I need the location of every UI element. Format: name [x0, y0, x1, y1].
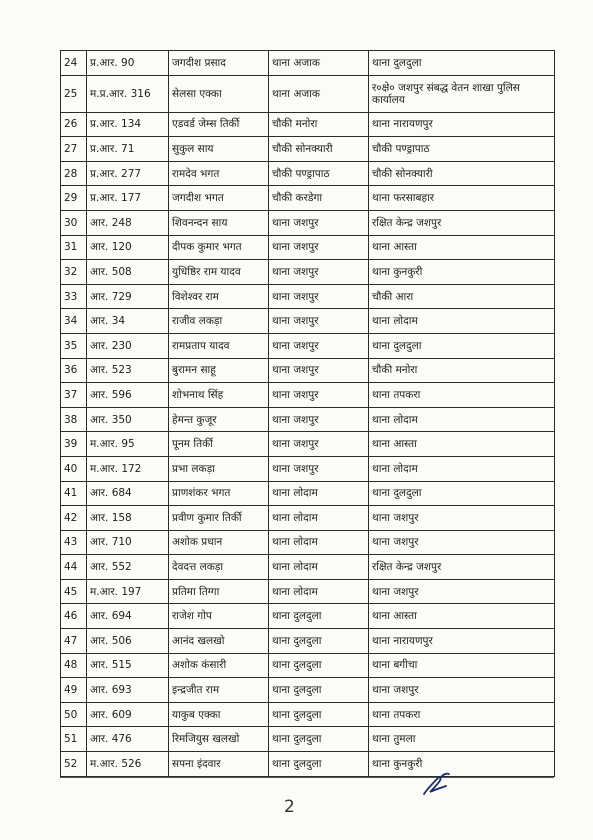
to-post-cell: चौकी मनोरा — [369, 358, 555, 383]
serial-cell: 38 — [61, 407, 87, 432]
table-row — [61, 702, 555, 727]
table-row — [61, 51, 555, 76]
serial-cell: 31 — [61, 235, 87, 260]
rank-number-cell: प्र.आर. 134 — [87, 112, 169, 137]
name-cell: रिमजियुस खलखो — [169, 727, 269, 752]
transfer-table-body — [61, 51, 555, 777]
table-row — [61, 284, 555, 309]
name-cell: सेलसा एक्का — [169, 75, 269, 112]
name-cell: इन्द्रजीत राम — [169, 678, 269, 703]
name-cell: राजीव लकड़ा — [169, 309, 269, 334]
to-post-cell: चौकी आरा — [369, 284, 555, 309]
to-post-cell: थाना दुलदुला — [369, 481, 555, 506]
to-post-cell: थाना दुलदुला — [369, 51, 555, 76]
rank-number-cell: आर. 350 — [87, 407, 169, 432]
from-post-cell: चौकी मनोरा — [269, 112, 369, 137]
table-row — [61, 579, 555, 604]
to-post-cell: थाना लोदाम — [369, 456, 555, 481]
to-post-cell: थाना आस्ता — [369, 604, 555, 629]
to-post-cell: थाना कुनकुरी — [369, 752, 555, 777]
rank-number-cell: आर. 506 — [87, 629, 169, 654]
to-post-cell: थाना दुलदुला — [369, 333, 555, 358]
serial-cell: 26 — [61, 112, 87, 137]
to-post-cell: थाना नारायणपुर — [369, 112, 555, 137]
table-row — [61, 456, 555, 481]
serial-cell: 42 — [61, 506, 87, 531]
name-cell: अशोक प्रधान — [169, 530, 269, 555]
rank-number-cell: म.आर. 95 — [87, 432, 169, 457]
table-row — [61, 112, 555, 137]
from-post-cell: थाना दुलदुला — [269, 727, 369, 752]
serial-cell: 47 — [61, 629, 87, 654]
from-post-cell: थाना दुलदुला — [269, 752, 369, 777]
from-post-cell: थाना जशपुर — [269, 383, 369, 408]
to-post-cell: थाना आस्ता — [369, 432, 555, 457]
serial-cell: 44 — [61, 555, 87, 580]
to-post-cell: थाना फरसाबहार — [369, 186, 555, 211]
serial-cell: 50 — [61, 702, 87, 727]
serial-cell: 49 — [61, 678, 87, 703]
table-row — [61, 678, 555, 703]
rank-number-cell: आर. 120 — [87, 235, 169, 260]
from-post-cell: थाना जशपुर — [269, 358, 369, 383]
table-row — [61, 383, 555, 408]
name-cell: जगदीश प्रसाद — [169, 51, 269, 76]
to-post-cell: चौकी पण्ड्रापाठ — [369, 137, 555, 162]
to-post-cell: थाना जशपुर — [369, 678, 555, 703]
serial-cell: 30 — [61, 210, 87, 235]
table-row — [61, 629, 555, 654]
table-row — [61, 75, 555, 112]
from-post-cell: थाना अजाक — [269, 75, 369, 112]
to-post-cell: रक्षित केन्द्र जशपुर — [369, 210, 555, 235]
serial-cell: 39 — [61, 432, 87, 457]
rank-number-cell: आर. 552 — [87, 555, 169, 580]
table-row — [61, 137, 555, 162]
table-row — [61, 210, 555, 235]
serial-cell: 52 — [61, 752, 87, 777]
table-row — [61, 432, 555, 457]
from-post-cell: थाना जशपुर — [269, 432, 369, 457]
from-post-cell: थाना जशपुर — [269, 235, 369, 260]
name-cell: प्रतिमा तिग्गा — [169, 579, 269, 604]
from-post-cell: थाना जशपुर — [269, 333, 369, 358]
serial-cell: 29 — [61, 186, 87, 211]
from-post-cell: थाना जशपुर — [269, 260, 369, 285]
rank-number-cell: आर. 34 — [87, 309, 169, 334]
from-post-cell: थाना लोदाम — [269, 481, 369, 506]
table-row — [61, 161, 555, 186]
serial-cell: 32 — [61, 260, 87, 285]
rank-number-cell: आर. 694 — [87, 604, 169, 629]
to-post-cell: थाना नारायणपुर — [369, 629, 555, 654]
serial-cell: 27 — [61, 137, 87, 162]
rank-number-cell: आर. 158 — [87, 506, 169, 531]
rank-number-cell: आर. 710 — [87, 530, 169, 555]
table-row — [61, 653, 555, 678]
from-post-cell: थाना दुलदुला — [269, 653, 369, 678]
rank-number-cell: प्र.आर. 90 — [87, 51, 169, 76]
name-cell: प्रवीण कुमार तिर्की — [169, 506, 269, 531]
signature-mark — [420, 770, 454, 800]
name-cell: सपना इंदवार — [169, 752, 269, 777]
serial-cell: 28 — [61, 161, 87, 186]
name-cell: प्राणशंकर भगत — [169, 481, 269, 506]
to-post-cell: थाना तपकरा — [369, 702, 555, 727]
serial-cell: 34 — [61, 309, 87, 334]
rank-number-cell: आर. 476 — [87, 727, 169, 752]
name-cell: युधिष्ठिर राम यादव — [169, 260, 269, 285]
name-cell: याकुब एक्का — [169, 702, 269, 727]
serial-cell: 36 — [61, 358, 87, 383]
serial-cell: 37 — [61, 383, 87, 408]
table-row — [61, 260, 555, 285]
rank-number-cell: आर. 693 — [87, 678, 169, 703]
rank-number-cell: आर. 596 — [87, 383, 169, 408]
serial-cell: 48 — [61, 653, 87, 678]
name-cell: प्रभा लकड़ा — [169, 456, 269, 481]
from-post-cell: थाना दुलदुला — [269, 678, 369, 703]
name-cell: जगदीश भगत — [169, 186, 269, 211]
table-row — [61, 752, 555, 777]
name-cell: विशेश्वर राम — [169, 284, 269, 309]
to-post-cell: र०क्षे० जशपुर संबद्ध वेतन शाखा पुलिस कार्यालय — [369, 75, 555, 112]
serial-cell: 43 — [61, 530, 87, 555]
from-post-cell: थाना जशपुर — [269, 407, 369, 432]
rank-number-cell: म.आर. 197 — [87, 579, 169, 604]
rank-number-cell: आर. 684 — [87, 481, 169, 506]
table-row — [61, 481, 555, 506]
to-post-cell: रक्षित केन्द्र जशपुर — [369, 555, 555, 580]
from-post-cell: चौकी सोनक्यारी — [269, 137, 369, 162]
rank-number-cell: आर. 609 — [87, 702, 169, 727]
rank-number-cell: प्र.आर. 177 — [87, 186, 169, 211]
rank-number-cell: आर. 248 — [87, 210, 169, 235]
rank-number-cell: म.आर. 526 — [87, 752, 169, 777]
table-row — [61, 604, 555, 629]
name-cell: अशोक कंसारी — [169, 653, 269, 678]
to-post-cell: थाना बगीचा — [369, 653, 555, 678]
name-cell: रामदेव भगत — [169, 161, 269, 186]
name-cell: पूनम तिर्की — [169, 432, 269, 457]
from-post-cell: थाना जशपुर — [269, 456, 369, 481]
table-row — [61, 186, 555, 211]
from-post-cell: थाना दुलदुला — [269, 702, 369, 727]
table-row — [61, 309, 555, 334]
table-row — [61, 235, 555, 260]
serial-cell: 45 — [61, 579, 87, 604]
bottom-rule — [60, 777, 554, 778]
rank-number-cell: आर. 230 — [87, 333, 169, 358]
table-row — [61, 555, 555, 580]
name-cell: दीपक कुमार भगत — [169, 235, 269, 260]
name-cell: एडवर्ड जेम्स तिर्की — [169, 112, 269, 137]
to-post-cell: चौकी सोनक्यारी — [369, 161, 555, 186]
rank-number-cell: आर. 523 — [87, 358, 169, 383]
table-row — [61, 333, 555, 358]
to-post-cell: थाना कुनकुरी — [369, 260, 555, 285]
rank-number-cell: म.आर. 172 — [87, 456, 169, 481]
rank-number-cell: आर. 729 — [87, 284, 169, 309]
name-cell: राजेश गोप — [169, 604, 269, 629]
from-post-cell: थाना जशपुर — [269, 309, 369, 334]
table-row — [61, 506, 555, 531]
from-post-cell: थाना लोदाम — [269, 579, 369, 604]
name-cell: शिवनन्दन साय — [169, 210, 269, 235]
from-post-cell: थाना लोदाम — [269, 506, 369, 531]
table-row — [61, 358, 555, 383]
rank-number-cell: प्र.आर. 71 — [87, 137, 169, 162]
from-post-cell: थाना दुलदुला — [269, 629, 369, 654]
name-cell: आनंद खलखो — [169, 629, 269, 654]
table-row — [61, 407, 555, 432]
rank-number-cell: आर. 508 — [87, 260, 169, 285]
to-post-cell: थाना लोदाम — [369, 309, 555, 334]
serial-cell: 51 — [61, 727, 87, 752]
serial-cell: 41 — [61, 481, 87, 506]
rank-number-cell: आर. 515 — [87, 653, 169, 678]
name-cell: देवदत्त लकड़ा — [169, 555, 269, 580]
transfer-table — [60, 50, 555, 777]
from-post-cell: थाना दुलदुला — [269, 604, 369, 629]
serial-cell: 24 — [61, 51, 87, 76]
serial-cell: 40 — [61, 456, 87, 481]
to-post-cell: थाना लोदाम — [369, 407, 555, 432]
from-post-cell: थाना लोदाम — [269, 530, 369, 555]
from-post-cell: थाना जशपुर — [269, 284, 369, 309]
name-cell: सुकुल साय — [169, 137, 269, 162]
rank-number-cell: प्र.आर. 277 — [87, 161, 169, 186]
name-cell: रामप्रताप यादव — [169, 333, 269, 358]
serial-cell: 35 — [61, 333, 87, 358]
serial-cell: 46 — [61, 604, 87, 629]
from-post-cell: चौकी पण्ड्रापाठ — [269, 161, 369, 186]
name-cell: हेमन्त कुजूर — [169, 407, 269, 432]
table-row — [61, 530, 555, 555]
serial-cell: 33 — [61, 284, 87, 309]
name-cell: शोभनाथ सिंह — [169, 383, 269, 408]
to-post-cell: थाना आस्ता — [369, 235, 555, 260]
rank-number-cell: म.प्र.आर. 316 — [87, 75, 169, 112]
table-row — [61, 727, 555, 752]
to-post-cell: थाना तपकरा — [369, 383, 555, 408]
from-post-cell: थाना लोदाम — [269, 555, 369, 580]
from-post-cell: चौकी करडेगा — [269, 186, 369, 211]
name-cell: बुरामन साहू — [169, 358, 269, 383]
from-post-cell: थाना जशपुर — [269, 210, 369, 235]
to-post-cell: थाना जशपुर — [369, 530, 555, 555]
to-post-cell: थाना जशपुर — [369, 579, 555, 604]
to-post-cell: थाना तुमला — [369, 727, 555, 752]
to-post-cell: थाना जशपुर — [369, 506, 555, 531]
page-number: 2 — [284, 797, 295, 817]
from-post-cell: थाना अजाक — [269, 51, 369, 76]
serial-cell: 25 — [61, 75, 87, 112]
